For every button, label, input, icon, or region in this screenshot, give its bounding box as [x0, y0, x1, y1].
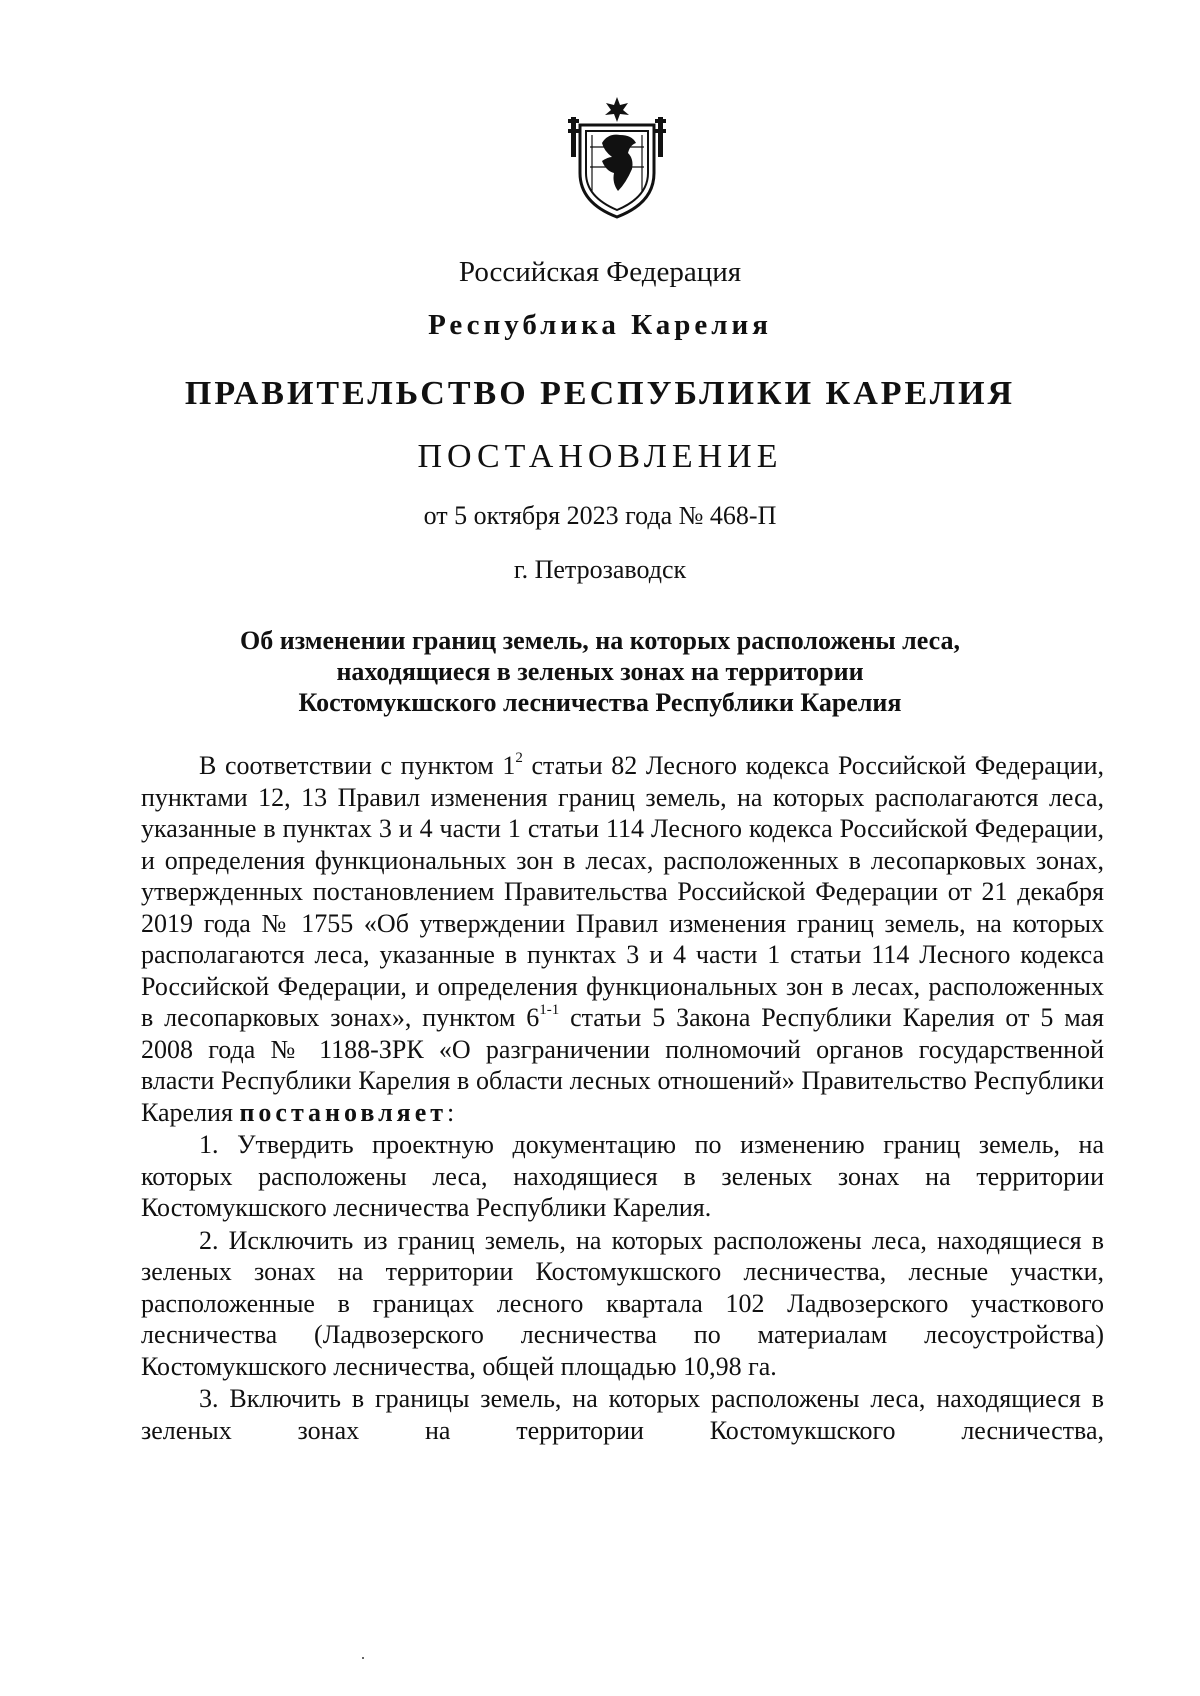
- scan-speck: [362, 1657, 364, 1659]
- city-name: г. Петрозаводск: [513, 555, 687, 584]
- list-item: 2. Исключить из границ земель, на которых расположены леса, находящиеся в зеленых зонах на территории Костомукшского лесничества, лесные участки, расположенные в границах лесного квартала 102 Ладвозерского участкового лесничества (Ладвозерского лесничества по материалам лесоустройства) Костомукшского лесничества, общей площадью 10,98 га.: [141, 1225, 1104, 1381]
- list-item: 3. Включить в границы земель, на которых расположены леса, находящиеся в зеленых зонах на территории Костомукшского лесничества,: [141, 1384, 1104, 1445]
- title-line: Костомукшского лесничества Республики Карелия: [298, 688, 902, 717]
- document-type: ПОСТАНОВЛЕНИЕ: [417, 438, 783, 475]
- date-and-number: от 5 октября 2023 года № 468-П: [423, 501, 777, 530]
- title-line: Об изменении границ земель, на которых расположены леса,: [240, 626, 960, 655]
- government-name: ПРАВИТЕЛЬСТВО РЕСПУБЛИКИ КАРЕЛИЯ: [184, 375, 1016, 412]
- superscript: 2: [515, 750, 523, 766]
- republic-name: Республика Карелия: [428, 309, 772, 341]
- karelia-coat-of-arms-icon: [568, 95, 666, 219]
- country-name: Российская Федерация: [458, 256, 742, 288]
- title-line: находящиеся в зеленых зонах на территории: [336, 657, 864, 686]
- document-title: [0, 625, 1200, 718]
- list-item: 1. Утвердить проектную документацию по изменению границ земель, на которых расположены леса, находящиеся в зеленых зонах на территории Костомукшского лесничества Республики Карелия.: [141, 1130, 1104, 1222]
- superscript: 1-1: [539, 1002, 560, 1018]
- resolves-word: постановляет: [239, 1097, 448, 1127]
- preamble-paragraph: В соответствии с пунктом $1^2$ статьи 82 Лесного кодекса Российской Федерации, пунктами 12, 13 Правил изменения границ земель, на которых располагаются леса, указанные в пунктах 3 и 4 части 1 статьи 114 Лесного кодекса Российской Федерации, и определения функциональных зон в лесах, расположенных в лесопарковых зонах, утвержденных постановлением Правительства Российской Федерации от 21 декабря 2019 года № 1755 «Об утверждении Правил изменения границ земель, на которых располагаются леса, указанные в пунктах 3 и 4 части 1 статьи 114 Лесного кодекса Российской Федерации, и определения функциональных зон в лесах, расположенных в лесопарковых зонах», пунктом 6$^{1-1}$ статьи 5 Закона Республики Карелия от 5 мая 2008 года № 1188-ЗРК «О разграничении полномочий органов государственной власти Республики Карелия в области лесных отношений» Правительство Республики Карелия постановляет:: [141, 750, 1104, 1127]
- document-body: [141, 750, 1104, 1447]
